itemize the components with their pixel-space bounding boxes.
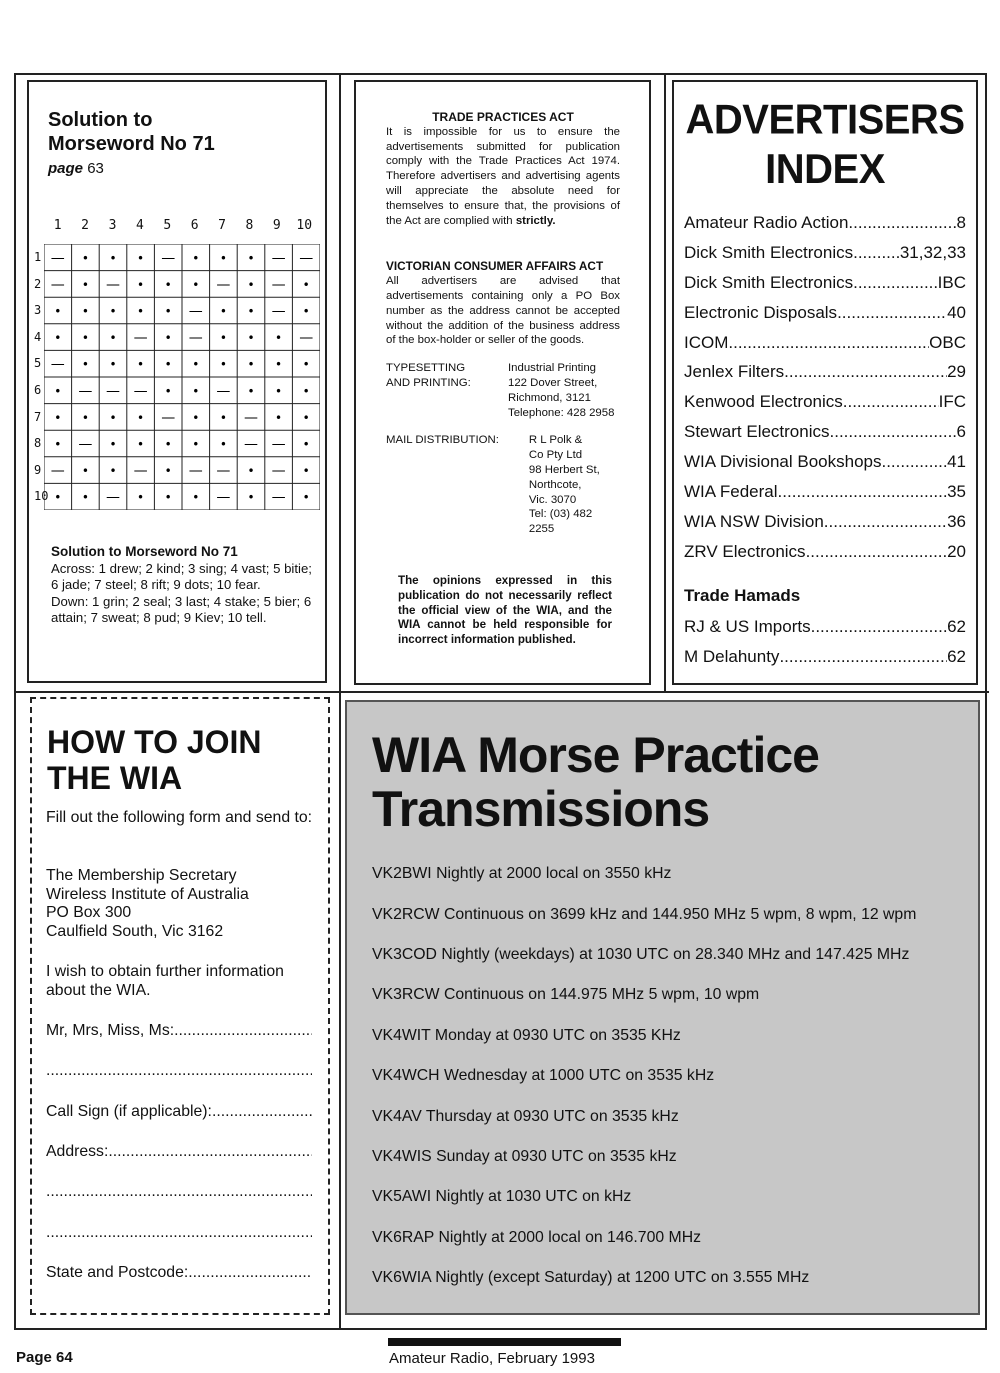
- grid-column-number: 9: [272, 218, 281, 233]
- address-line: Wireless Institute of Australia: [46, 885, 249, 903]
- advertiser-entry: [684, 328, 966, 358]
- advertiser-name: ZRV Electronics: [684, 541, 806, 561]
- grid-cell-symbol: •: [219, 251, 227, 266]
- column-divider-right: [664, 73, 666, 693]
- grid-cell-symbol: •: [192, 251, 200, 266]
- advertiser-page: IBC: [937, 272, 966, 292]
- advertiser-name: Jenlex Filters: [684, 362, 785, 382]
- magazine-issue: Amateur Radio, February 1993: [389, 1350, 595, 1367]
- morseword-solution: Solution to Morseword No 71 Across: 1 drew; 2 kind; 3 sing; 4 vast; 5 bitie; 6 jade; 7 steel; 8 rift; 9 dots; 10 fear. Down: 1 grin; 2 seal; 3 last; 4 stake; 5 bier; 6 attain; 7 sweat; 8 pud; 9 Kiev; 10 tell.: [51, 544, 312, 625]
- grid-cell-symbol: •: [54, 331, 62, 346]
- advertiser-entry: [684, 268, 966, 298]
- grid-cell-symbol: •: [275, 357, 283, 372]
- advertiser-page: 20: [947, 541, 966, 561]
- grid-cell-symbol: •: [275, 331, 283, 346]
- trade-hamads-list: [684, 612, 966, 672]
- grid-cell-symbol: •: [192, 410, 200, 425]
- leader-dots: [728, 333, 929, 353]
- transmission-line: VK3COD Nightly (weekdays) at 1030 UTC on 28.340 MHz and 147.425 MHz: [372, 946, 910, 963]
- grid-cell-symbol: —: [78, 436, 93, 453]
- grid-cell-symbol: —: [299, 330, 314, 347]
- typesetting-line: Richmond, 3121: [508, 391, 591, 404]
- opinions-disclaimer: The opinions expressed in this publication do not necessarily reflect the official view of the WIA, and the WIA cannot be held responsible for incorrect information published.: [398, 574, 612, 647]
- grid-cell-symbol: •: [54, 304, 62, 319]
- grid-cell-symbol: —: [216, 276, 231, 293]
- grid-cell-symbol: •: [192, 357, 200, 372]
- advertiser-page: 29: [947, 362, 966, 382]
- advertiser-entry: [684, 447, 966, 477]
- grid-cell-symbol: —: [271, 436, 286, 453]
- advertiser-entry: [684, 208, 966, 238]
- advertiser-name: WIA NSW Division: [684, 511, 824, 531]
- grid-column-number: 6: [190, 218, 199, 233]
- grid-cell-symbol: •: [219, 331, 227, 346]
- callsign-field[interactable]: Call Sign (if applicable): .....: [46, 1103, 312, 1121]
- grid-cell-symbol: —: [271, 276, 286, 293]
- join-address: [46, 867, 316, 941]
- grid-column-number: 2: [81, 218, 89, 233]
- mail-line: Co Pty Ltd: [528, 449, 583, 462]
- advertiser-name: Stewart Electronics: [684, 422, 830, 442]
- grid-cell-symbol: •: [302, 437, 310, 452]
- advertiser-page: 41: [947, 452, 966, 472]
- grid-cell-symbol: •: [247, 304, 255, 319]
- grid-column-number: 4: [135, 218, 144, 233]
- grid-cell-symbol: •: [302, 277, 310, 292]
- grid-cell-symbol: •: [302, 464, 310, 479]
- grid-cell-symbol: •: [81, 357, 89, 372]
- grid-cell-symbol: •: [137, 490, 145, 505]
- leader-dots: [848, 213, 956, 233]
- advertiser-page: OBC: [929, 332, 966, 352]
- leader-dots: [811, 617, 947, 637]
- grid-cell-symbol: —: [271, 489, 286, 506]
- grid-cell-symbol: •: [247, 384, 255, 399]
- advertiser-entry: [684, 298, 966, 328]
- footer-rule: [388, 1338, 621, 1346]
- join-intro: Fill out the following form and send to:: [46, 809, 313, 826]
- grid-cell-symbol: —: [188, 303, 203, 320]
- grid-column-number: 5: [163, 218, 172, 233]
- grid-row-number: 6: [34, 383, 42, 397]
- typesetting-row: TYPESETTING AND PRINTING: Industrial Printing 122 Dover Street, Richmond, 3121 Telephone: 428 2958: [386, 362, 615, 419]
- advertiser-entry: [684, 507, 966, 537]
- grid-cell-symbol: •: [247, 251, 255, 266]
- grid-cell-symbol: •: [81, 490, 89, 505]
- grid-cell-symbol: —: [216, 463, 231, 480]
- grid-cell-symbol: —: [216, 489, 231, 506]
- transmission-line: VK6WIA Nightly (except Saturday) at 1200 UTC on 3.555 MHz: [372, 1269, 810, 1286]
- grid-cell-symbol: •: [247, 331, 255, 346]
- grid-cell-symbol: •: [302, 490, 310, 505]
- grid-cell-symbol: •: [54, 437, 62, 452]
- column-divider-left: [339, 73, 341, 1330]
- advertiser-name: ICOM: [684, 332, 729, 352]
- grid-cell-symbol: —: [161, 250, 176, 267]
- grid-cell-symbol: —: [133, 463, 148, 480]
- grid-column-number: 3: [108, 218, 117, 233]
- advertiser-name: Electronic Disposals: [684, 302, 838, 322]
- transmission-line: VK4WIS Sunday at 0930 UTC on 3535 kHz: [372, 1148, 677, 1165]
- grid-cell-symbol: •: [137, 251, 145, 266]
- grid-cell-symbol: —: [161, 409, 176, 426]
- grid-column-number: 10: [296, 218, 313, 233]
- grid-row-number: 10: [34, 489, 49, 504]
- advertiser-entry: [684, 238, 966, 268]
- grid-cell-symbol: •: [109, 437, 117, 452]
- grid-cell-symbol: —: [216, 383, 231, 400]
- grid-cell-symbol: •: [247, 464, 255, 479]
- advertiser-entry: [684, 417, 966, 447]
- page-number: Page 64: [16, 1349, 73, 1366]
- leader-dots: [778, 482, 948, 502]
- grid-cell-symbol: —: [244, 436, 258, 453]
- grid-cell-symbol: •: [137, 437, 145, 452]
- grid-column-number: 7: [218, 218, 226, 233]
- grid-row-number: 5: [34, 356, 42, 371]
- grid-cell-symbol: —: [188, 463, 203, 480]
- advertiser-name: Amateur Radio Action: [684, 212, 849, 232]
- transmission-line: VK2BWI Nightly at 2000 local on 3550 kHz: [372, 865, 672, 882]
- grid-cell-symbol: •: [302, 384, 310, 399]
- state-postcode-field[interactable]: State and Postcode: .....: [46, 1264, 312, 1282]
- advertiser-name: Dick Smith Electronics: [684, 272, 854, 292]
- grid-cell-symbol: •: [109, 357, 117, 372]
- grid-column-number: 1: [53, 218, 62, 233]
- grid-cell-symbol: •: [192, 277, 200, 292]
- advertiser-name: WIA Divisional Bookshops: [684, 452, 882, 472]
- grid-cell-symbol: •: [247, 490, 255, 505]
- leader-dots: [853, 243, 900, 263]
- grid-cell-symbol: •: [192, 437, 200, 452]
- grid-cell-symbol: •: [164, 464, 172, 479]
- advertisers-list: [684, 208, 966, 567]
- leader-dots: [779, 647, 947, 667]
- grid-cell-symbol: •: [219, 437, 227, 452]
- grid-cell-symbol: —: [50, 463, 65, 480]
- advertiser-entry: [684, 477, 966, 507]
- grid-cell-symbol: •: [81, 277, 89, 292]
- grid-cell-symbol: —: [299, 250, 314, 267]
- grid-cell-symbol: •: [109, 410, 117, 425]
- grid-row-number: 1: [34, 250, 42, 264]
- grid-cell-symbol: —: [50, 250, 65, 267]
- advertiser-name: M Delahunty: [684, 646, 780, 666]
- advertiser-page: 35: [947, 481, 966, 501]
- morseword-page-ref: page 63: [48, 160, 104, 177]
- name-field[interactable]: Mr, Mrs, Miss, Ms: .....: [46, 1022, 312, 1040]
- grid-cell-symbol: •: [137, 357, 145, 372]
- grid-row-number: 8: [34, 436, 42, 451]
- grid-cell-symbol: •: [81, 410, 89, 425]
- grid-cell-symbol: •: [219, 410, 227, 425]
- grid-cell-symbol: —: [271, 250, 286, 267]
- grid-cell-symbol: •: [81, 304, 89, 319]
- advertiser-page: 8: [956, 212, 966, 232]
- address-field-line3[interactable]: [46, 1224, 312, 1242]
- advertiser-entry: [684, 612, 966, 642]
- grid-cell-symbol: •: [54, 410, 62, 425]
- grid-cell-symbol: —: [188, 330, 203, 347]
- grid-column-number: 8: [245, 218, 254, 233]
- leader-dots: [830, 422, 957, 442]
- grid-cell-symbol: •: [302, 410, 310, 425]
- advertiser-name: Dick Smith Electronics: [684, 242, 854, 262]
- grid-cell-symbol: •: [109, 331, 117, 346]
- typesetting-line: 122 Dover Street,: [508, 376, 598, 389]
- mail-line: 98 Herbert St,: [528, 463, 600, 476]
- advertiser-entry: [684, 537, 966, 567]
- leader-dots: [853, 273, 938, 293]
- address-line: Caulfield South, Vic 3162: [46, 922, 224, 940]
- grid-cell-symbol: •: [81, 331, 89, 346]
- grid-cell-symbol: •: [54, 490, 62, 505]
- grid-cell-symbol: —: [50, 356, 65, 373]
- grid-cell-symbol: •: [164, 490, 172, 505]
- grid-row-number: 2: [34, 276, 42, 291]
- mail-line: Northcote,: [528, 478, 582, 491]
- morseword-title: Solution to Morseword No 71: [48, 109, 215, 155]
- grid-cell-symbol: •: [164, 304, 172, 319]
- grid-cell-symbol: —: [271, 303, 286, 320]
- advertiser-page: IFC: [938, 392, 966, 412]
- mail-line: Vic. 3070: [528, 493, 577, 506]
- leader-dots: [806, 542, 948, 562]
- advertiser-entry: [684, 357, 966, 387]
- transmission-line: VK4AV Thursday at 0930 UTC on 3535 kHz: [372, 1108, 679, 1125]
- grid-cell-symbol: —: [106, 489, 120, 506]
- transmission-line: VK6RAP Nightly at 2000 local on 146.700 MHz: [372, 1229, 702, 1246]
- grid-cell-symbol: •: [137, 277, 145, 292]
- grid-cell-symbol: •: [192, 490, 200, 505]
- grid-cell-symbol: •: [164, 277, 172, 292]
- address-field-line2[interactable]: [46, 1183, 312, 1201]
- grid-cell-symbol: —: [106, 383, 120, 400]
- grid-cell-symbol: —: [50, 276, 65, 293]
- leader-dots: [824, 512, 947, 532]
- transmission-line: VK5AWI Nightly at 1030 UTC on kHz: [372, 1188, 632, 1205]
- grid-row-number: 9: [34, 462, 42, 477]
- grid-cell-symbol: •: [302, 357, 310, 372]
- join-info: I wish to obtain further information about the WIA.: [46, 963, 284, 999]
- transmission-line: VK4WIT Monday at 0930 UTC on 3535 KHz: [372, 1027, 681, 1044]
- transmission-line: VK4WCH Wednesday at 1000 UTC on 3535 kHz: [372, 1067, 715, 1084]
- grid-cell-symbol: —: [133, 383, 148, 400]
- advertiser-entry: [684, 642, 966, 672]
- grid-cell-symbol: •: [109, 464, 117, 479]
- morseword-grid: [44, 244, 320, 510]
- address-line: The Membership Secretary: [46, 867, 237, 884]
- typesetting-line: Telephone: 428 2958: [508, 406, 615, 419]
- advertiser-page: 36: [947, 511, 966, 531]
- advertiser-page: 31,32,33: [899, 242, 966, 262]
- transmission-line: VK2RCW Continuous on 3699 kHz and 144.950 MHz 5 wpm, 8 wpm, 12 wpm: [372, 906, 917, 923]
- advertiser-page: 62: [947, 646, 966, 666]
- grid-cell-symbol: •: [247, 357, 255, 372]
- grid-cell-symbol: —: [271, 463, 286, 480]
- grid-cell-symbol: •: [109, 304, 117, 319]
- advertiser-name: Kenwood Electronics: [684, 392, 843, 412]
- grid-cell-symbol: •: [137, 304, 145, 319]
- address-line: PO Box 300: [46, 904, 132, 921]
- grid-cell-symbol: •: [137, 410, 145, 425]
- advertiser-name: WIA Federal: [684, 481, 778, 501]
- grid-cell-symbol: •: [275, 410, 283, 425]
- grid-cell-symbol: —: [106, 276, 120, 293]
- grid-cell-symbol: •: [302, 304, 310, 319]
- advertiser-entry: [684, 387, 966, 417]
- grid-cell-symbol: —: [133, 330, 148, 347]
- mail-row: MAIL DISTRIBUTION: R L Polk & Co Pty Ltd 98 Herbert St, Northcote, Vic. 3070 Tel: (03) 482 2255: [386, 433, 620, 537]
- grid-cell-symbol: •: [275, 384, 283, 399]
- mail-line: R L Polk &: [528, 434, 583, 447]
- grid-cell-symbol: •: [109, 251, 117, 266]
- address-field[interactable]: Address: .....: [46, 1143, 312, 1161]
- grid-cell-symbol: •: [81, 251, 89, 266]
- grid-cell-symbol: •: [164, 357, 172, 372]
- grid-column-numbers: [44, 218, 320, 233]
- morse-practice-title: WIA Morse Practice Transmissions: [372, 727, 819, 837]
- advertiser-page: 40: [947, 302, 966, 322]
- grid-cell-symbol: •: [164, 384, 172, 399]
- grid-row-number: 7: [34, 409, 42, 424]
- grid-cell-symbol: •: [54, 384, 62, 399]
- advertiser-name: RJ & US Imports: [684, 616, 811, 636]
- grid-cell-symbol: •: [164, 331, 172, 346]
- grid-cell-symbol: —: [244, 409, 258, 426]
- typesetting-line: Industrial Printing: [508, 362, 597, 375]
- transmission-line: VK3RCW Continuous on 144.975 MHz 5 wpm, 10 wpm: [372, 986, 760, 1003]
- join-title: HOW TO JOIN THE WIA: [47, 724, 262, 796]
- leader-dots: [837, 303, 947, 323]
- leader-dots: [881, 452, 947, 472]
- grid-cell-symbol: •: [219, 304, 227, 319]
- grid-cell-symbol: •: [247, 277, 255, 292]
- advertiser-page: 6: [956, 422, 966, 442]
- trade-practices-text: TRADE PRACTICES ACT It is impossible for us to ensure the advertisements submitted for publication comply with the Trade Practices Act 1974. Therefore advertisers and advertising agents will appreciate the absolute need for themselves to ensure that, the provisions of the Act are complied with strictly. VICTORIAN CONSUMER AFFAIRS ACT All advertisers are advised that advertisements containing only a PO Box number as the address cannot be accepted without the addition of the business address of the box-holder or seller of the goods. TYPESETTING AND PRINTING: Industrial Printing 122 Dover Street, Richmond, 3121 Telephone: 428 2958 MAIL DISTRIBUTION: R L Polk & Co Pty Ltd 98 Herbert St, Northcote, Vic. 3070 Tel: (03) 482 2255: [386, 110, 620, 536]
- advertiser-page: 62: [947, 616, 966, 636]
- name-field-line2[interactable]: [46, 1062, 312, 1080]
- grid-cell-symbol: —: [78, 383, 93, 400]
- mail-line: Tel: (03) 482 2255: [528, 508, 593, 536]
- row-divider: [14, 691, 989, 693]
- leader-dots: [784, 362, 947, 382]
- grid-cell-symbol: •: [219, 357, 227, 372]
- grid-cell-symbol: •: [192, 384, 200, 399]
- grid-cell-symbol: •: [81, 464, 89, 479]
- grid-cell-symbol: •: [164, 437, 172, 452]
- grid-row-number: 4: [34, 329, 42, 344]
- grid-row-number: 3: [34, 303, 42, 318]
- trade-hamads-heading: Trade Hamads: [684, 586, 801, 605]
- advertisers-title: ADVERTISERS INDEX: [685, 96, 965, 193]
- leader-dots: [843, 392, 939, 412]
